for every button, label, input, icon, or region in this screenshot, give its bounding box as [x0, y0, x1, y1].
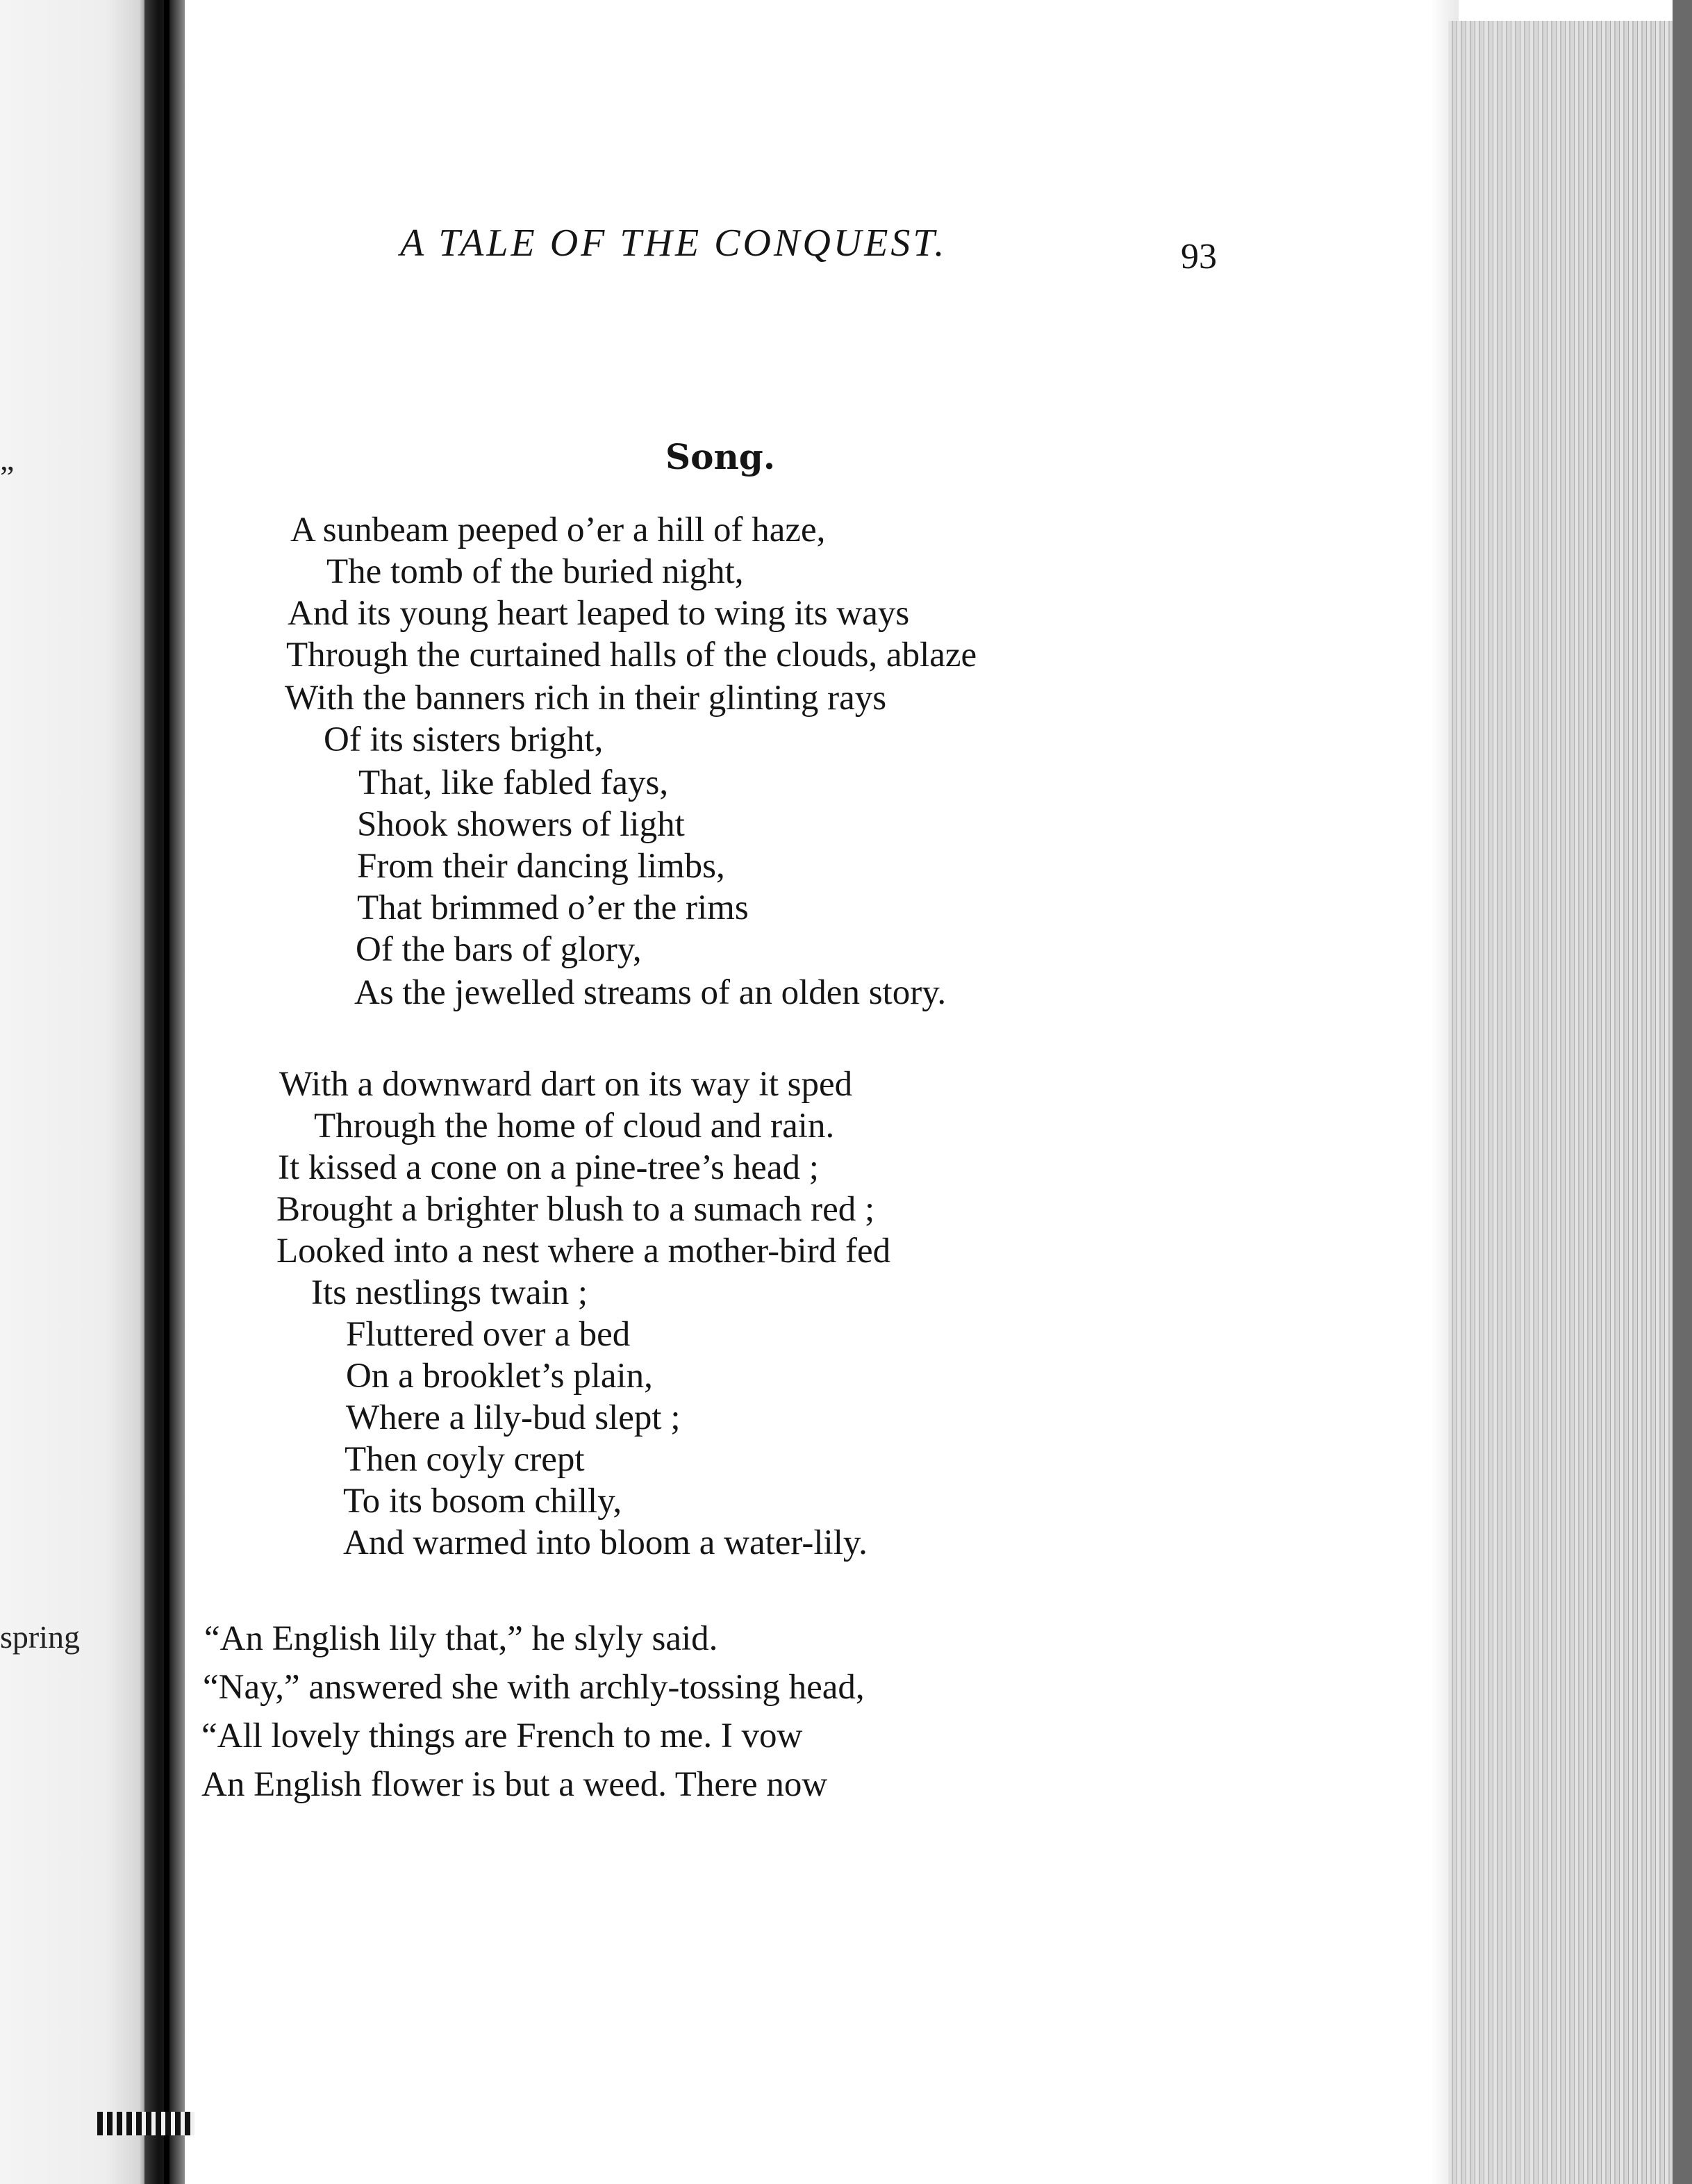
- book-cover-edge: [1673, 0, 1692, 2184]
- poem-line: Looked into a nest where a mother-bird fed: [276, 1232, 891, 1271]
- page-stack-edge: [1448, 21, 1677, 2184]
- poem-line: Where a lily-bud slept ;: [346, 1398, 681, 1437]
- poem-line: Fluttered over a bed: [346, 1315, 631, 1354]
- poem-title: Song.: [665, 436, 776, 477]
- prose-line: “Nay,” answered she with archly-tossing head,: [203, 1668, 865, 1707]
- poem-line: Its nestlings twain ;: [311, 1273, 588, 1312]
- poem-line: From their dancing limbs,: [357, 847, 725, 886]
- page-number: 93: [1181, 237, 1217, 276]
- poem-line: The tomb of the buried night,: [326, 552, 744, 591]
- poem-line: It kissed a cone on a pine-tree’s head ;: [278, 1148, 819, 1187]
- poem-line: Through the curtained halls of the clouds, ablaze: [286, 636, 977, 675]
- previous-page-strip: [0, 0, 151, 2184]
- prose-line: An English flower is but a weed. There now: [201, 1765, 828, 1804]
- left-page-fragment: ”: [0, 459, 15, 495]
- gutter-shadow: [164, 0, 169, 2184]
- poem-line: On a brooklet’s plain,: [346, 1357, 653, 1396]
- poem-line: And warmed into bloom a water-lily.: [343, 1523, 868, 1562]
- poem-line: Brought a brighter blush to a sumach red ;: [276, 1190, 875, 1229]
- poem-line: To its bosom chilly,: [343, 1482, 622, 1521]
- poem-line: That, like fabled fays,: [358, 763, 669, 802]
- poem-line: Of the bars of glory,: [356, 930, 642, 969]
- poem-line: Through the home of cloud and rain.: [314, 1107, 835, 1145]
- poem-line: With a downward dart on its way it sped: [279, 1065, 853, 1104]
- binding-stitch: [97, 2112, 194, 2135]
- poem-line: Of its sisters bright,: [324, 720, 604, 759]
- poem-line: That brimmed o’er the rims: [357, 888, 749, 927]
- running-head: A TALE OF THE CONQUEST.: [400, 222, 947, 265]
- poem-line: A sunbeam peeped o’er a hill of haze,: [290, 511, 826, 549]
- prose-line: “All lovely things are French to me. I vow: [201, 1716, 803, 1755]
- poem-line: And its young heart leaped to wing its ways: [288, 594, 910, 633]
- prose-line: “An English lily that,” he slyly said.: [204, 1619, 718, 1658]
- poem-line: Shook showers of light: [357, 805, 685, 844]
- poem-line: With the banners rich in their glinting rays: [285, 679, 887, 718]
- poem-line: As the jewelled streams of an olden story.: [354, 973, 947, 1012]
- left-page-fragment: spring: [0, 1619, 80, 1655]
- poem-line: Then coyly crept: [345, 1440, 585, 1479]
